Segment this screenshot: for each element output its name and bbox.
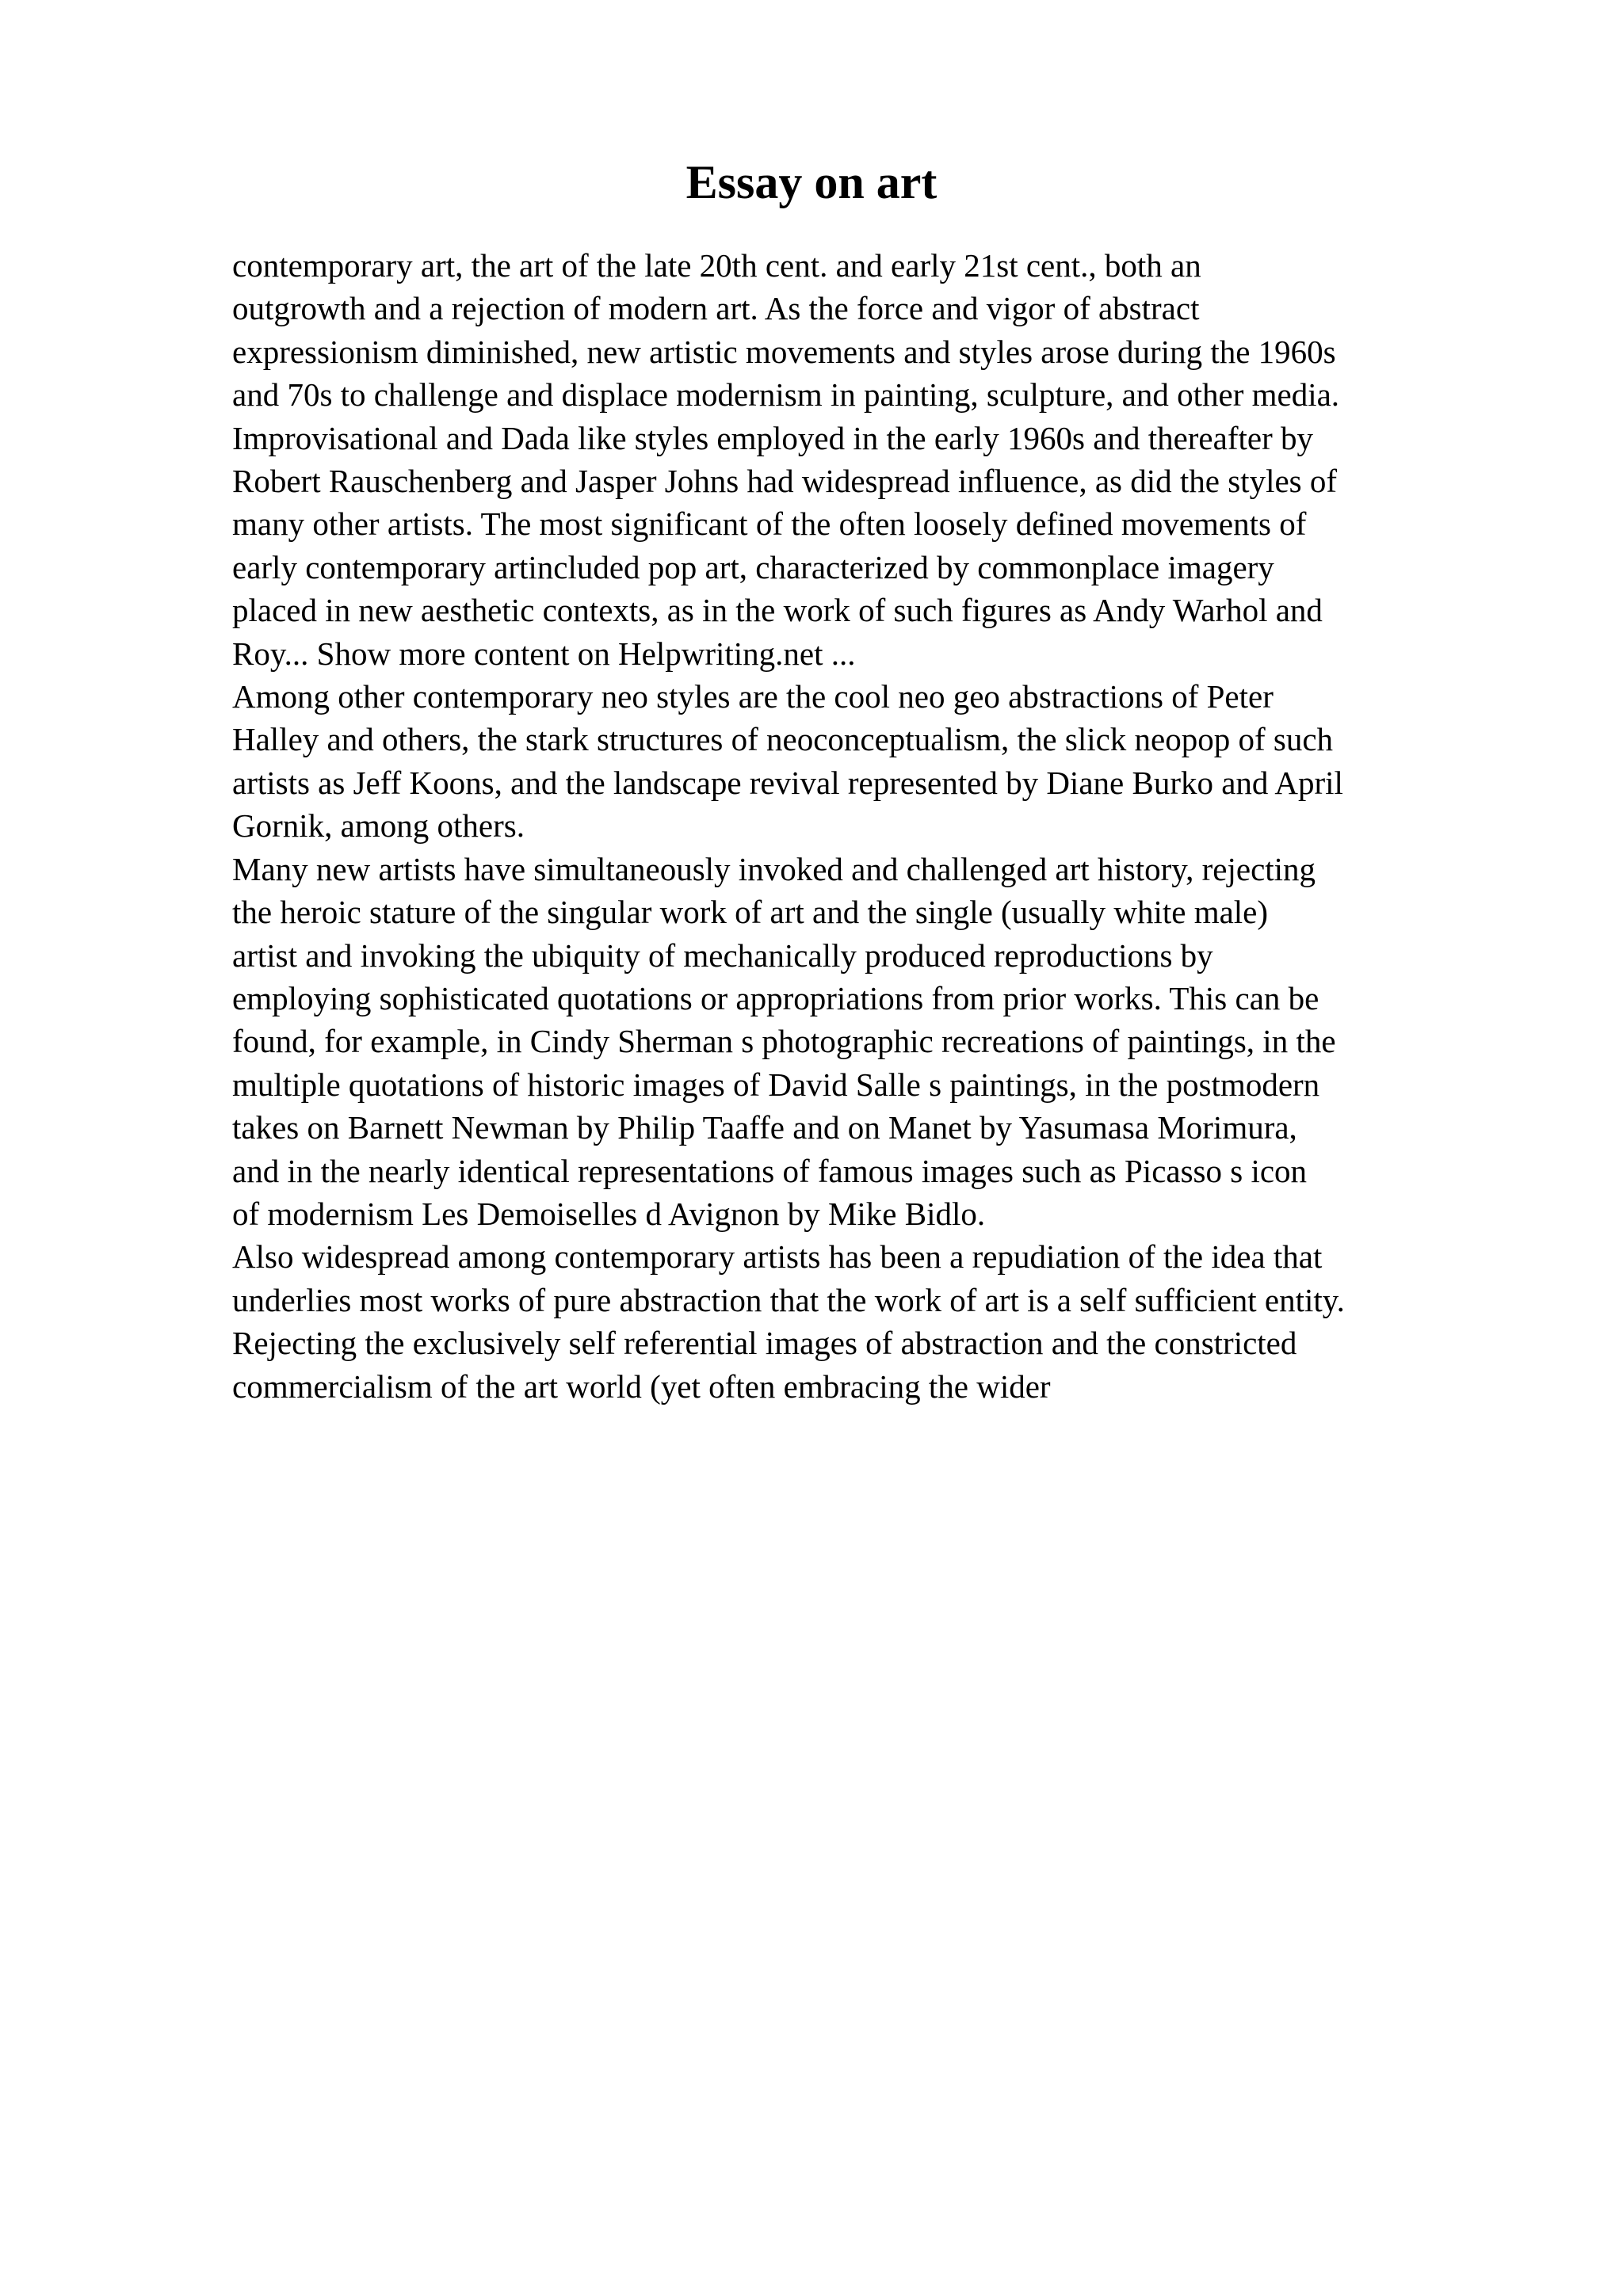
text-line: Gornik, among others. <box>232 807 525 845</box>
text-line: multiple quotations of historic images of David Salle s paintings, in the postmodern <box>232 1066 1320 1103</box>
text-line: expressionism diminished, new artistic movements and styles arose during the 1960s <box>232 333 1336 370</box>
text-line: commercialism of the art world (yet often embracing the wider <box>232 1367 1051 1405</box>
paragraph <box>232 675 1516 848</box>
text-line: placed in new aesthetic contexts, as in the work of such figures as Andy Warhol and <box>232 592 1323 629</box>
paragraph <box>232 244 1516 675</box>
text-line: Halley and others, the stark structures of neoconceptualism, the slick neopop of such <box>232 721 1334 758</box>
paragraph <box>232 848 1516 1236</box>
text-line: Rejecting the exclusively self referential images of abstraction and the constricted <box>232 1325 1297 1362</box>
text-line: takes on Barnett Newman by Philip Taaffe and on Manet by Yasumasa Morimura, <box>232 1109 1297 1146</box>
text-line: employing sophisticated quotations or appropriations from prior works. This can be <box>232 979 1319 1016</box>
text-line: of modernism Les Demoiselles d Avignon by Mike Bidlo. <box>232 1195 986 1232</box>
text-line: and in the nearly identical representations of famous images such as Picasso s icon <box>232 1152 1308 1189</box>
text-line: Roy... Show more content on Helpwriting.net ... <box>232 635 856 672</box>
text-line: contemporary art, the art of the late 20th cent. and early 21st cent., both an <box>232 247 1201 284</box>
text-line: found, for example, in Cindy Sherman s photographic recreations of paintings, in the <box>232 1023 1336 1060</box>
text-line: artist and invoking the ubiquity of mechanically produced reproductions by <box>232 936 1213 974</box>
document-body <box>232 244 1516 1408</box>
text-line: early contemporary artincluded pop art, characterized by commonplace imagery <box>232 548 1274 585</box>
text-line: Many new artists have simultaneously invoked and challenged art history, rejecting <box>232 850 1316 887</box>
text-line: Robert Rauschenberg and Jasper Johns had widespread influence, as did the styles of <box>232 463 1338 500</box>
text-line: Among other contemporary neo styles are the cool neo geo abstractions of Peter <box>232 678 1274 715</box>
text-line: many other artists. The most significant of the often loosely defined movements of <box>232 505 1307 543</box>
paragraph <box>232 1235 1516 1408</box>
text-line: Also widespread among contemporary artists has been a repudiation of the idea that <box>232 1238 1323 1276</box>
text-line: the heroic stature of the singular work of art and the single (usually white male) <box>232 894 1269 931</box>
text-line: artists as Jeff Koons, and the landscape revival represented by Diane Burko and April <box>232 764 1343 801</box>
document-title: Essay on art <box>685 156 938 208</box>
text-line: underlies most works of pure abstraction that the work of art is a self sufficient entity. <box>232 1281 1345 1318</box>
text-line: and 70s to challenge and displace modernism in painting, sculpture, and other media. <box>232 376 1340 414</box>
text-line: Improvisational and Dada like styles employed in the early 1960s and thereafter by <box>232 419 1313 456</box>
text-line: outgrowth and a rejection of modern art. As the force and vigor of abstract <box>232 290 1200 327</box>
